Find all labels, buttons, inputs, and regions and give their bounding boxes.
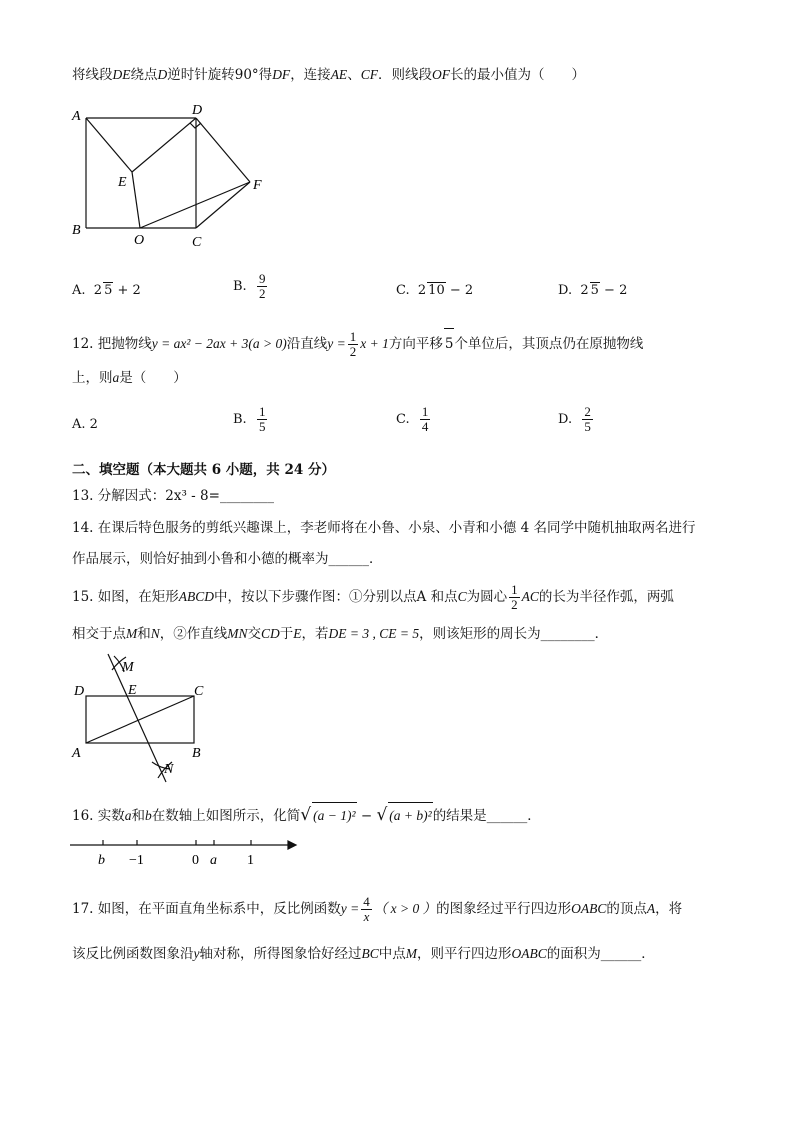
q15-label-B: B (192, 746, 201, 761)
section-2-heading: 二、填空题（本大题共 6 小题，共 24 分） (72, 462, 335, 478)
q17-stem-line2: 该反比例函数图象沿y轴对称，所得图象恰好经过BC中点M，则平行四边形OABC的面积为______． (72, 946, 655, 962)
q15-stem-line2: 相交于点M和N，②作直线MN交CD于E，若DE = 3 , CE = 5，则该矩形的周长为________． (72, 626, 609, 642)
q15-label-C: C (194, 684, 204, 699)
q12-option-c[interactable]: C. $\frac{1}{4}$ (396, 404, 429, 434)
q12-option-b[interactable]: B. $\frac{1}{5}$ (233, 404, 266, 434)
q14-stem-line2: 作品展示，则恰好抽到小鲁和小德的概率为______． (72, 551, 383, 567)
q12-stem-line2: 上，则a是（ ） (72, 370, 187, 386)
q16-stem: 16. 实数a和b在数轴上如图所示，化简√ (a − 1)² − √ (a + b)²的结果是______． (72, 802, 541, 829)
q16-axis-b: b (98, 853, 105, 868)
q14-answer-blank[interactable]: ______ (328, 551, 369, 567)
q15-label-A: A (72, 746, 81, 761)
q15-stem: 15. 如图，在矩形ABCD中，按以下步骤作图：①分别以点A 和点C为圆心 $\frac{1}{2}$ AC的长为半径作弧，两弧 (72, 582, 674, 612)
q15-answer-blank[interactable]: ________ (540, 626, 595, 642)
q11-option-b[interactable]: B. $\frac{9}{2}$ (233, 271, 266, 301)
q15-figure (66, 650, 226, 790)
q11-label-F: F (253, 178, 262, 193)
q17-answer-blank[interactable]: ______ (600, 946, 642, 962)
q11-label-O: O (134, 233, 145, 248)
q16-axis-neg1: −1 (129, 853, 144, 868)
q11-option-d[interactable]: D. 2 5 − 2 (558, 283, 628, 298)
q17-stem: 17. 如图，在平面直角坐标系中，反比例函数y = $\frac{4}{x}$ （ x > 0 ）的图象经过平行四边形OABC的顶点A，将 (72, 894, 683, 924)
q12-stem: 12. 把抛物线y = ax² − 2ax + 3(a > 0)沿直线y = $\frac{1}{2}$ x + 1方向平移 5个单位后，其顶点仍在原抛物线 (72, 329, 644, 359)
q14-stem: 14. 在课后特色服务的剪纸兴趣课上，李老师将在小鲁、小泉、小青和小德 4 名同学中随机抽取两名进行 (72, 520, 696, 536)
q11-option-c[interactable]: C. 2 10 − 2 (396, 283, 474, 298)
q13-stem: 13. 分解因式：2x³ - 8=________ (72, 488, 274, 504)
q11-figure (64, 100, 274, 250)
q11-option-a[interactable]: A. 2 5 + 2 (72, 283, 141, 298)
q13-answer-blank[interactable]: ________ (219, 488, 274, 504)
q15-label-D: D (74, 684, 85, 699)
q16-answer-blank[interactable]: ______ (486, 808, 528, 824)
q11-label-C: C (192, 235, 202, 250)
q12-option-a[interactable]: A. 2 (72, 417, 98, 432)
q16-axis-zero: 0 (192, 853, 199, 868)
q15-label-M: M (122, 660, 134, 675)
q15-label-N: N (164, 762, 174, 777)
q11-label-E: E (118, 175, 127, 190)
q12-option-d[interactable]: D. $\frac{2}{5}$ (558, 404, 591, 434)
q11-stem: 将线段DE绕点D逆时针旋转90°得DF，连接AE、CF．则线段OF长的最小值为（ ） (72, 67, 585, 83)
q16-axis-one: 1 (247, 853, 254, 868)
q15-label-E: E (128, 683, 137, 698)
q16-axis-a: a (210, 853, 217, 868)
q11-label-D: D (192, 103, 203, 118)
q16-number-line (66, 834, 302, 870)
q11-label-B: B (72, 223, 81, 238)
q11-label-A: A (72, 109, 81, 124)
